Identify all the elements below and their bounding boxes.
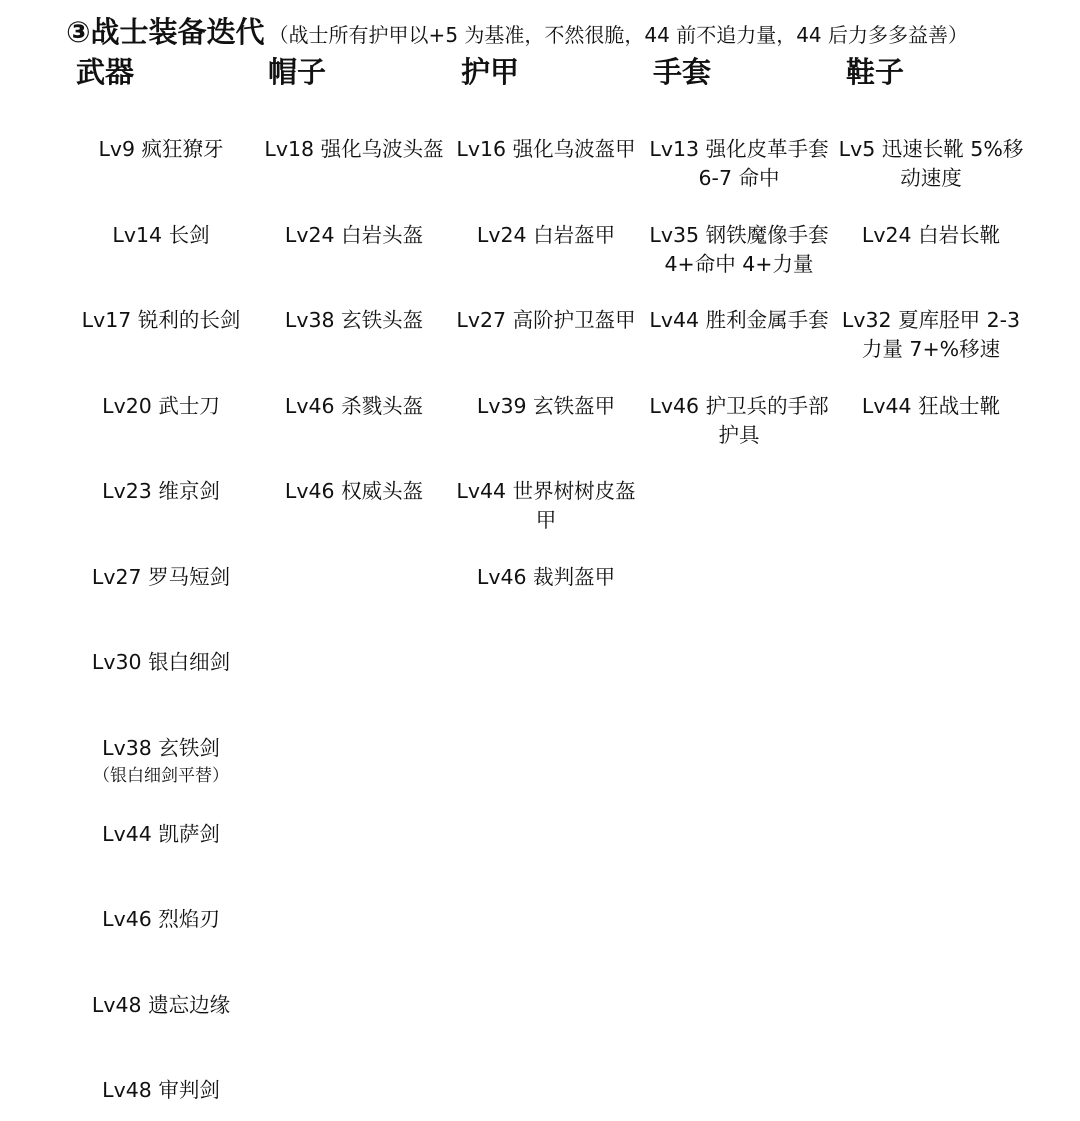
list-item: Lv46 裁判盔甲	[476, 565, 616, 589]
column-header-weapon: 武器	[76, 55, 135, 89]
list-item: Lv30 银白细剑	[91, 650, 231, 674]
list-item: Lv18 强化乌波头盔	[264, 137, 444, 161]
list-item: Lv9 疯狂獠牙	[98, 137, 224, 161]
list-item	[66, 734, 256, 789]
column-header-boots: 鞋子	[846, 55, 905, 89]
list-item: Lv16 强化乌波盔甲	[456, 137, 636, 161]
list-item: Lv46 烈焰刃	[102, 907, 220, 931]
list-item: Lv24 白岩盔甲	[476, 223, 616, 247]
item-name: Lv38 玄铁剑	[102, 736, 220, 760]
list-item: Lv44 胜利金属手套	[649, 308, 829, 332]
list-item: Lv27 高阶护卫盔甲	[456, 308, 636, 332]
list-item: Lv24 白岩长靴	[861, 223, 1001, 247]
list-item: Lv27 罗马短剑	[91, 565, 231, 589]
list-item: Lv46 权威头盔	[284, 479, 424, 503]
list-item: Lv44 狂战士靴	[861, 394, 1001, 418]
list-item: Lv46 杀戮头盔	[284, 394, 424, 418]
list-item: Lv23 维京剑	[102, 479, 220, 503]
list-item: Lv35 钢铁魔像手套 4+命中 4+力量	[649, 223, 829, 276]
item-note: （银白细剑平替）	[93, 766, 229, 786]
title-note: （战士所有护甲以+5 为基准，不然很脆，44 前不追力量，44 后力多多益善）	[268, 23, 969, 47]
list-item: Lv39 玄铁盔甲	[476, 394, 616, 418]
page-title	[66, 10, 968, 51]
list-item: Lv5 迅速长靴 5%移动速度	[838, 137, 1024, 190]
column-header-gloves: 手套	[653, 55, 712, 89]
list-item: Lv14 长剑	[112, 223, 210, 247]
list-item: Lv48 遗忘边缘	[91, 993, 231, 1017]
list-item: Lv13 强化皮革手套 6-7 命中	[649, 137, 829, 190]
list-item: Lv44 凯萨剑	[102, 822, 220, 846]
list-item: Lv32 夏库胫甲 2-3 力量 7+%移速	[841, 308, 1021, 361]
list-item: Lv46 护卫兵的手部护具	[649, 394, 829, 447]
list-item: Lv17 锐利的长剑	[81, 308, 241, 332]
list-item: Lv44 世界树树皮盔甲	[456, 479, 636, 532]
list-item: Lv48 审判剑	[102, 1078, 220, 1102]
list-item: Lv24 白岩头盔	[284, 223, 424, 247]
column-header-helmet: 帽子	[268, 55, 327, 89]
title-main: ③战士装备迭代	[66, 15, 265, 49]
list-item: Lv38 玄铁头盔	[284, 308, 424, 332]
list-item: Lv20 武士刀	[102, 394, 220, 418]
column-header-armor: 护甲	[461, 55, 520, 89]
